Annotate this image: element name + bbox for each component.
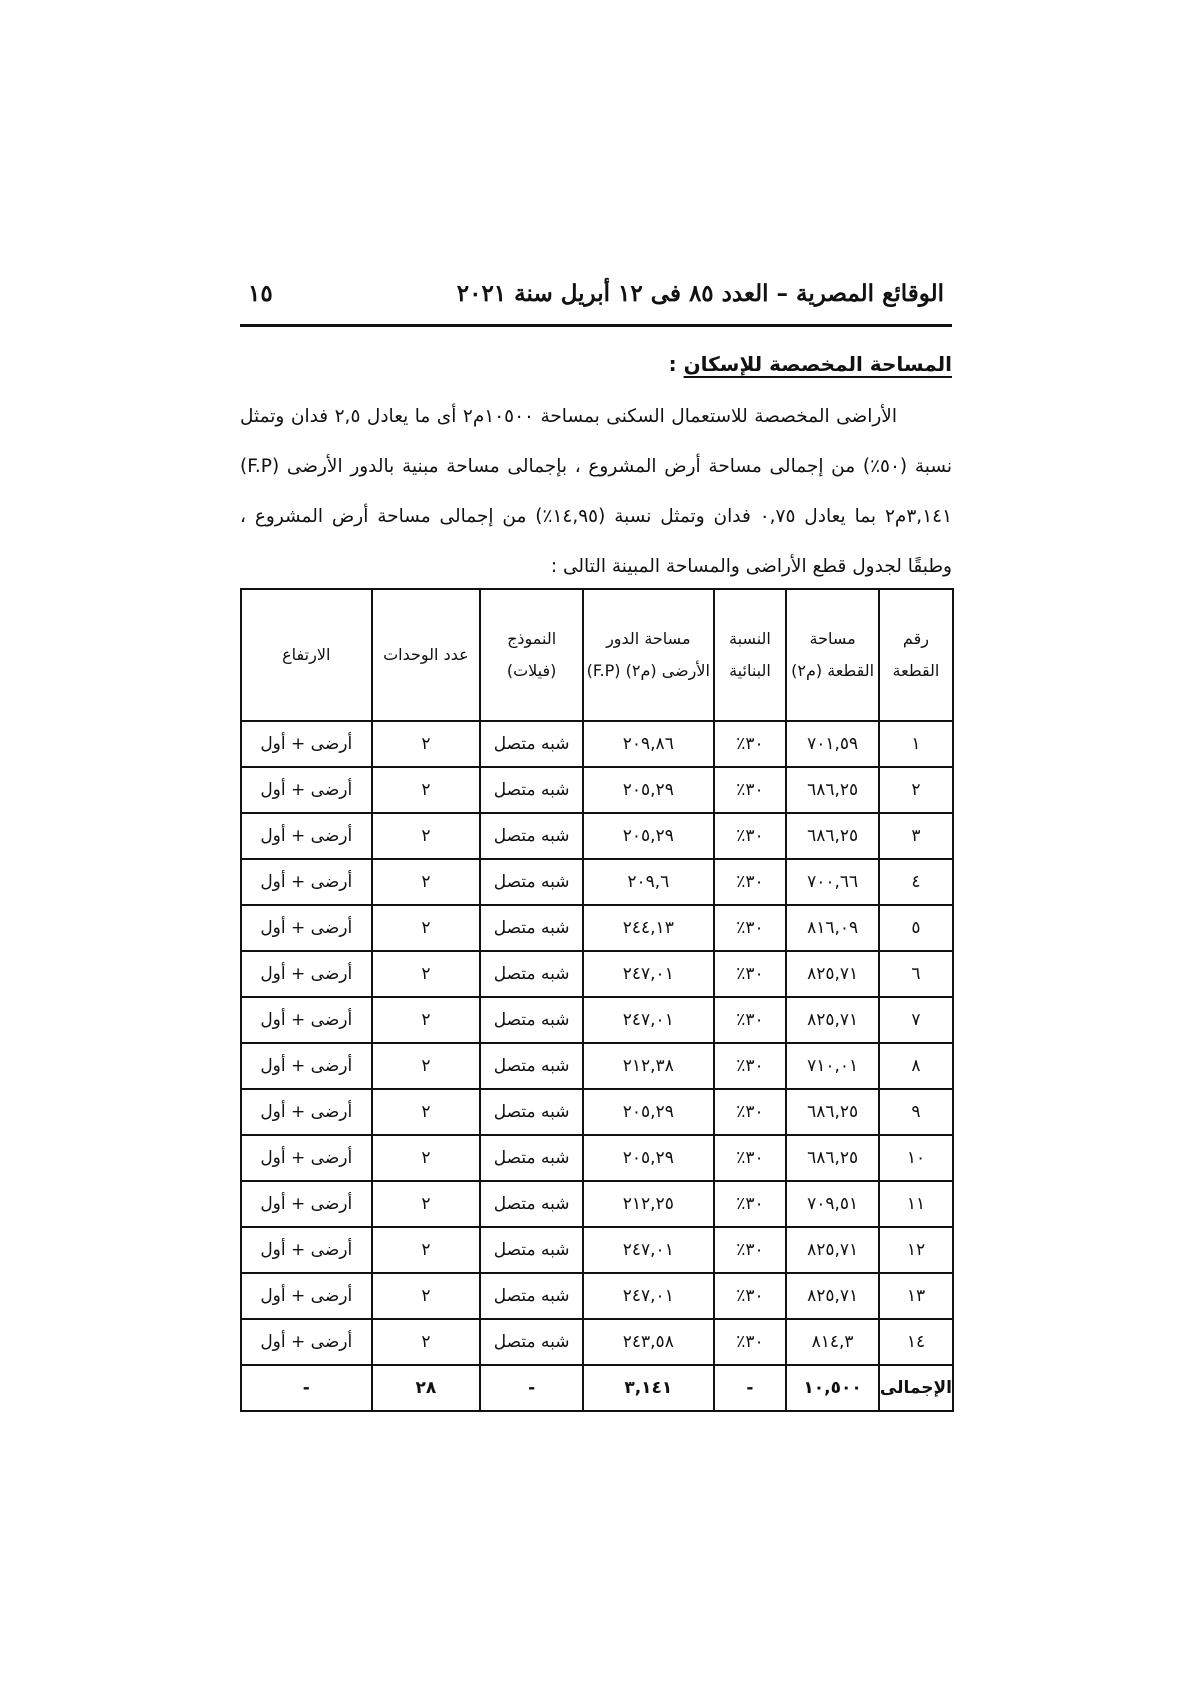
cell-units: ٢ <box>372 1089 481 1135</box>
cell-model: شبه متصل <box>480 1273 583 1319</box>
total-cell-coverage: - <box>714 1365 787 1411</box>
cell-model: شبه متصل <box>480 1227 583 1273</box>
cell-plot-no: ٥ <box>879 905 953 951</box>
cell-plot-area: ٦٨٦,٢٥ <box>786 813 879 859</box>
cell-coverage: ٣٠٪ <box>714 1089 787 1135</box>
header-model: النموذج (فيلات) <box>480 589 583 721</box>
cell-plot-area: ٦٨٦,٢٥ <box>786 767 879 813</box>
table-total-row <box>241 1365 953 1411</box>
cell-model: شبه متصل <box>480 1043 583 1089</box>
body-paragraph <box>240 392 952 592</box>
cell-height: أرضى + أول <box>241 1273 372 1319</box>
paragraph-text: الأراضى المخصصة للاستعمال السكنى بمساحة ١٠٥٠٠م٢ أى ما يعادل ٢,٥ فدان وتمثل نسبة (٥٠٪) من إجمالى مساحة أرض المشروع ، بإجمالى مساحة مبنية بالدور الأرضى (F.P) ٣,١٤١م٢ بما يعادل ٠,٧٥ فدان وتمثل نسبة (١٤,٩٥٪) من إجمالى مساحة أرض المشروع ، وطبقًا لجدول قطع الأراضى والمساحة المبينة التالى : <box>240 406 953 577</box>
cell-model: شبه متصل <box>480 1319 583 1365</box>
cell-coverage: ٣٠٪ <box>714 905 787 951</box>
header-fp-area: مساحة الدور الأرضى (م٢) (F.P) <box>583 589 714 721</box>
cell-units: ٢ <box>372 1043 481 1089</box>
cell-plot-no: ١٤ <box>879 1319 953 1365</box>
cell-model: شبه متصل <box>480 767 583 813</box>
header-plot-no: رقم القطعة <box>879 589 953 721</box>
cell-plot-area: ٧١٠,٠١ <box>786 1043 879 1089</box>
cell-fp-area: ٢٤٤,١٣ <box>583 905 714 951</box>
gazette-title: الوقائع المصرية – العدد ٨٥ فى ١٢ أبريل سنة ٢٠٢١ <box>456 280 944 307</box>
cell-fp-area: ٢٤٣,٥٨ <box>583 1319 714 1365</box>
total-cell-model: - <box>480 1365 583 1411</box>
cell-model: شبه متصل <box>480 721 583 767</box>
cell-fp-area: ٢١٢,٣٨ <box>583 1043 714 1089</box>
cell-units: ٢ <box>372 1135 481 1181</box>
table-row <box>241 1273 953 1319</box>
page-header <box>240 272 952 327</box>
cell-coverage: ٣٠٪ <box>714 1043 787 1089</box>
cell-plot-no: ١٣ <box>879 1273 953 1319</box>
cell-units: ٢ <box>372 767 481 813</box>
table-row <box>241 1135 953 1181</box>
cell-coverage: ٣٠٪ <box>714 813 787 859</box>
cell-height: أرضى + أول <box>241 1227 372 1273</box>
cell-units: ٢ <box>372 905 481 951</box>
table-row <box>241 951 953 997</box>
cell-coverage: ٣٠٪ <box>714 951 787 997</box>
cell-height: أرضى + أول <box>241 859 372 905</box>
cell-height: أرضى + أول <box>241 1043 372 1089</box>
cell-height: أرضى + أول <box>241 997 372 1043</box>
cell-plot-no: ١٠ <box>879 1135 953 1181</box>
cell-model: شبه متصل <box>480 859 583 905</box>
section-heading-suffix: : <box>668 352 684 376</box>
plots-table <box>240 588 954 1412</box>
cell-model: شبه متصل <box>480 951 583 997</box>
cell-fp-area: ٢٠٥,٢٩ <box>583 1135 714 1181</box>
cell-units: ٢ <box>372 859 481 905</box>
cell-coverage: ٣٠٪ <box>714 859 787 905</box>
cell-height: أرضى + أول <box>241 1135 372 1181</box>
cell-coverage: ٣٠٪ <box>714 1319 787 1365</box>
cell-fp-area: ٢٠٩,٨٦ <box>583 721 714 767</box>
cell-coverage: ٣٠٪ <box>714 721 787 767</box>
cell-height: أرضى + أول <box>241 813 372 859</box>
table-row <box>241 905 953 951</box>
cell-units: ٢ <box>372 1319 481 1365</box>
cell-units: ٢ <box>372 951 481 997</box>
total-cell-height: - <box>241 1365 372 1411</box>
total-cell-units: ٢٨ <box>372 1365 481 1411</box>
cell-height: أرضى + أول <box>241 767 372 813</box>
cell-plot-area: ٨١٦,٠٩ <box>786 905 879 951</box>
cell-height: أرضى + أول <box>241 721 372 767</box>
cell-plot-area: ٨٢٥,٧١ <box>786 1273 879 1319</box>
cell-model: شبه متصل <box>480 997 583 1043</box>
header-plot-area: مساحة القطعة (م٢) <box>786 589 879 721</box>
cell-model: شبه متصل <box>480 905 583 951</box>
cell-plot-area: ٧٠٠,٦٦ <box>786 859 879 905</box>
cell-units: ٢ <box>372 997 481 1043</box>
cell-plot-no: ٤ <box>879 859 953 905</box>
total-cell-fp-area: ٣,١٤١ <box>583 1365 714 1411</box>
cell-coverage: ٣٠٪ <box>714 1135 787 1181</box>
cell-height: أرضى + أول <box>241 1089 372 1135</box>
cell-height: أرضى + أول <box>241 951 372 997</box>
cell-coverage: ٣٠٪ <box>714 1227 787 1273</box>
cell-fp-area: ٢٤٧,٠١ <box>583 951 714 997</box>
table-row <box>241 1227 953 1273</box>
table-row <box>241 1043 953 1089</box>
section-heading <box>669 352 952 376</box>
cell-units: ٢ <box>372 813 481 859</box>
cell-coverage: ٣٠٪ <box>714 1273 787 1319</box>
cell-plot-no: ٧ <box>879 997 953 1043</box>
cell-plot-area: ٨٢٥,٧١ <box>786 997 879 1043</box>
cell-fp-area: ٢٠٥,٢٩ <box>583 767 714 813</box>
table-row <box>241 1181 953 1227</box>
table-row <box>241 859 953 905</box>
cell-coverage: ٣٠٪ <box>714 997 787 1043</box>
cell-height: أرضى + أول <box>241 1319 372 1365</box>
cell-units: ٢ <box>372 721 481 767</box>
table-row <box>241 1319 953 1365</box>
cell-plot-area: ٦٨٦,٢٥ <box>786 1135 879 1181</box>
table-row <box>241 721 953 767</box>
cell-plot-no: ٣ <box>879 813 953 859</box>
header-coverage: النسبة البنائية <box>714 589 787 721</box>
cell-plot-no: ١ <box>879 721 953 767</box>
cell-height: أرضى + أول <box>241 905 372 951</box>
cell-plot-area: ٨٢٥,٧١ <box>786 951 879 997</box>
header-units: عدد الوحدات <box>372 589 481 721</box>
header-height: الارتفاع <box>241 589 372 721</box>
cell-model: شبه متصل <box>480 1135 583 1181</box>
cell-height: أرضى + أول <box>241 1181 372 1227</box>
cell-units: ٢ <box>372 1273 481 1319</box>
table-row <box>241 767 953 813</box>
cell-plot-no: ٩ <box>879 1089 953 1135</box>
cell-plot-no: ٦ <box>879 951 953 997</box>
table-row <box>241 997 953 1043</box>
cell-plot-no: ٨ <box>879 1043 953 1089</box>
cell-model: شبه متصل <box>480 1089 583 1135</box>
cell-plot-no: ١٢ <box>879 1227 953 1273</box>
table-row <box>241 813 953 859</box>
cell-plot-area: ٨٢٥,٧١ <box>786 1227 879 1273</box>
total-cell-plot-area: ١٠,٥٠٠ <box>786 1365 879 1411</box>
cell-plot-area: ٧٠١,٥٩ <box>786 721 879 767</box>
cell-plot-area: ٧٠٩,٥١ <box>786 1181 879 1227</box>
cell-fp-area: ٢٠٥,٢٩ <box>583 1089 714 1135</box>
cell-fp-area: ٢٤٧,٠١ <box>583 1273 714 1319</box>
section-heading-text: المساحة المخصصة للإسكان <box>683 352 952 376</box>
cell-fp-area: ٢٠٥,٢٩ <box>583 813 714 859</box>
cell-fp-area: ٢٤٧,٠١ <box>583 1227 714 1273</box>
cell-model: شبه متصل <box>480 813 583 859</box>
cell-fp-area: ٢٠٩,٦ <box>583 859 714 905</box>
table-row <box>241 1089 953 1135</box>
cell-units: ٢ <box>372 1227 481 1273</box>
cell-model: شبه متصل <box>480 1181 583 1227</box>
table-header-row <box>241 589 953 721</box>
cell-plot-area: ٦٨٦,٢٥ <box>786 1089 879 1135</box>
cell-plot-no: ٢ <box>879 767 953 813</box>
cell-coverage: ٣٠٪ <box>714 1181 787 1227</box>
cell-plot-area: ٨١٤,٣ <box>786 1319 879 1365</box>
cell-fp-area: ٢١٢,٢٥ <box>583 1181 714 1227</box>
cell-coverage: ٣٠٪ <box>714 767 787 813</box>
table-body <box>241 721 953 1411</box>
total-cell-plot-no: الإجمالى <box>879 1365 953 1411</box>
cell-units: ٢ <box>372 1181 481 1227</box>
page-number: ١٥ <box>248 280 273 307</box>
cell-fp-area: ٢٤٧,٠١ <box>583 997 714 1043</box>
cell-plot-no: ١١ <box>879 1181 953 1227</box>
